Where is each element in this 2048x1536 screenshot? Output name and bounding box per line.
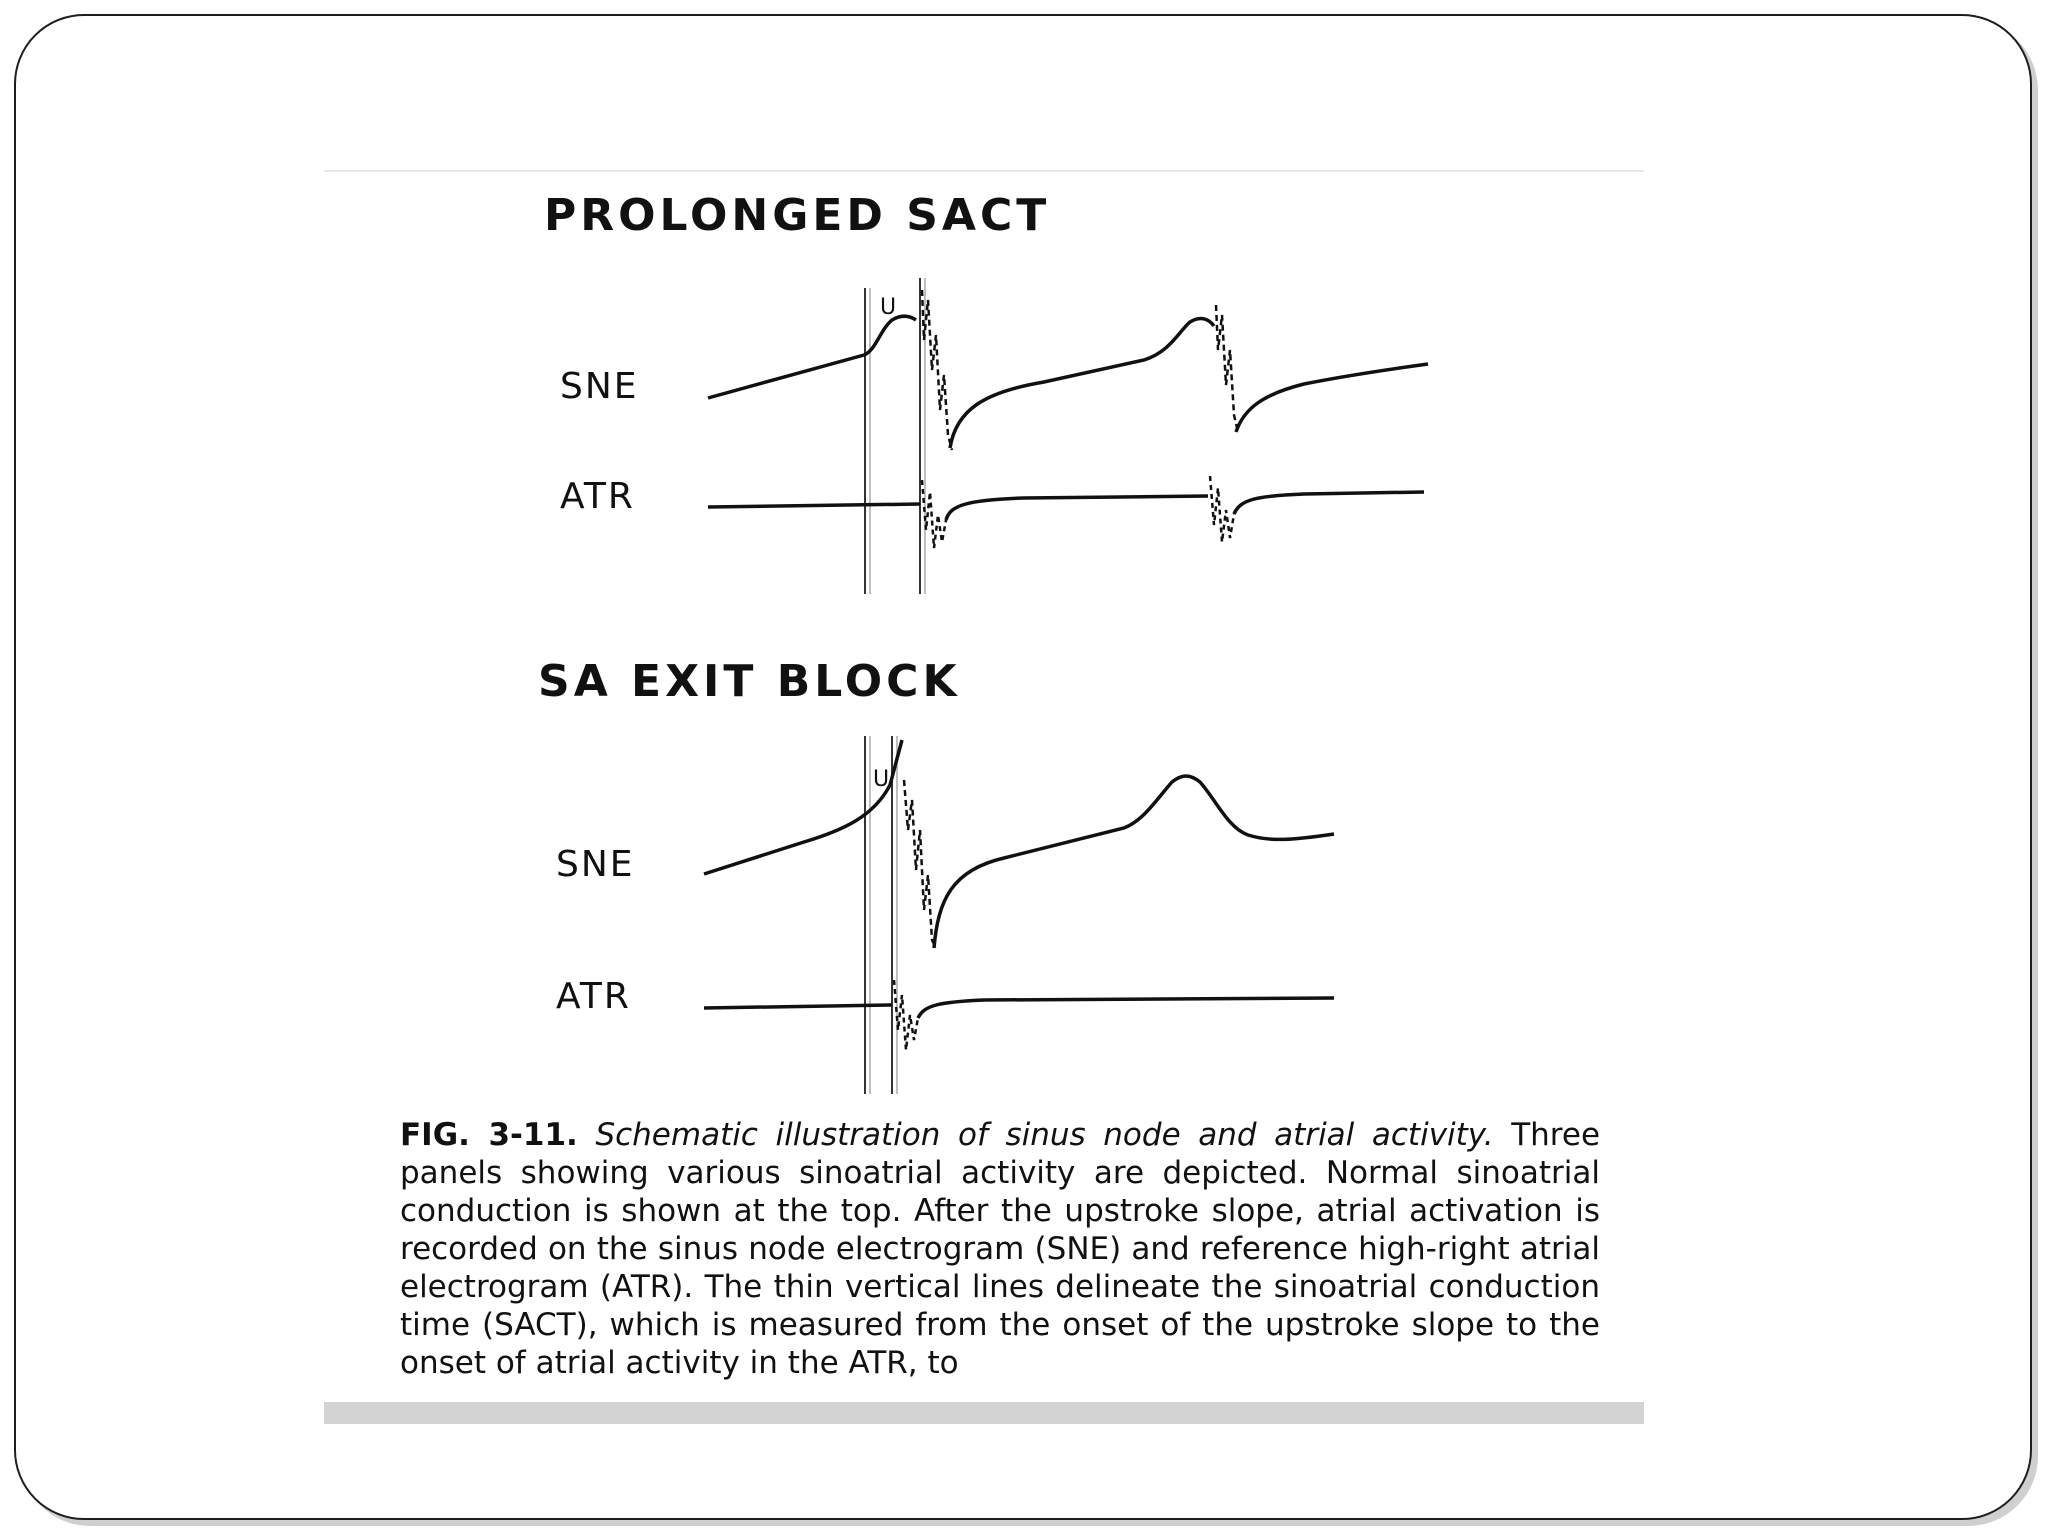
- panel-2-u-mark: U: [873, 767, 890, 792]
- panel-2-sne-deflection: [904, 780, 936, 948]
- panel-2-title: SA EXIT BLOCK: [538, 656, 961, 707]
- panel-1-atr-second-deflection: [1210, 476, 1234, 542]
- figure-caption: [400, 1116, 1600, 1398]
- panel-2-sne-label: SNE: [556, 844, 635, 885]
- panel-2-sne-upstroke: [704, 740, 902, 874]
- panel-1-sne-label: SNE: [560, 366, 639, 407]
- panel-2-atr-tail: [918, 998, 1334, 1018]
- panel-1-sne-tail: [1236, 364, 1428, 432]
- caption-italic-title: Schematic illustration of sinus node and atrial activity.: [595, 1117, 1494, 1153]
- caption-body: Three panels showing various sinoatrial activity are depicted. Normal sinoatrial conduction is shown at the top. After the upstroke slope, atrial activation is recorded on the sinus node electrogram (SNE) and reference high-right atrial electrogram (ATR). The thin vertical lines delineate the sinoatrial conduction time (SACT), which is measured from the onset of the upstroke slope to the onset of atrial activity in the ATR, to: [400, 1117, 1600, 1381]
- panel-1-atr-label: ATR: [560, 476, 635, 517]
- caption-fig-number: FIG. 3-11.: [400, 1117, 578, 1153]
- panel-2-atr-label: ATR: [556, 976, 631, 1017]
- figure-image: [324, 170, 1644, 1424]
- panel-1-u-mark: U: [880, 295, 897, 320]
- panel-1-atr-baseline: [708, 504, 920, 507]
- panel-1-title: PROLONGED SACT: [544, 190, 1051, 241]
- panel-1-atr-mid: [946, 496, 1208, 520]
- panel-1-sne-deflection: [922, 290, 952, 450]
- panel-1-sne-recovery: [950, 319, 1214, 448]
- figure-bottom-bar: [324, 1402, 1644, 1424]
- panel-1-sne-upstroke: [708, 316, 916, 398]
- panel-2-atr-baseline: [704, 1005, 892, 1008]
- panel-2-sne-recovery: [934, 776, 1334, 948]
- panel-1-atr-tail: [1234, 492, 1424, 514]
- panel-1-sne-second-deflection: [1216, 305, 1238, 432]
